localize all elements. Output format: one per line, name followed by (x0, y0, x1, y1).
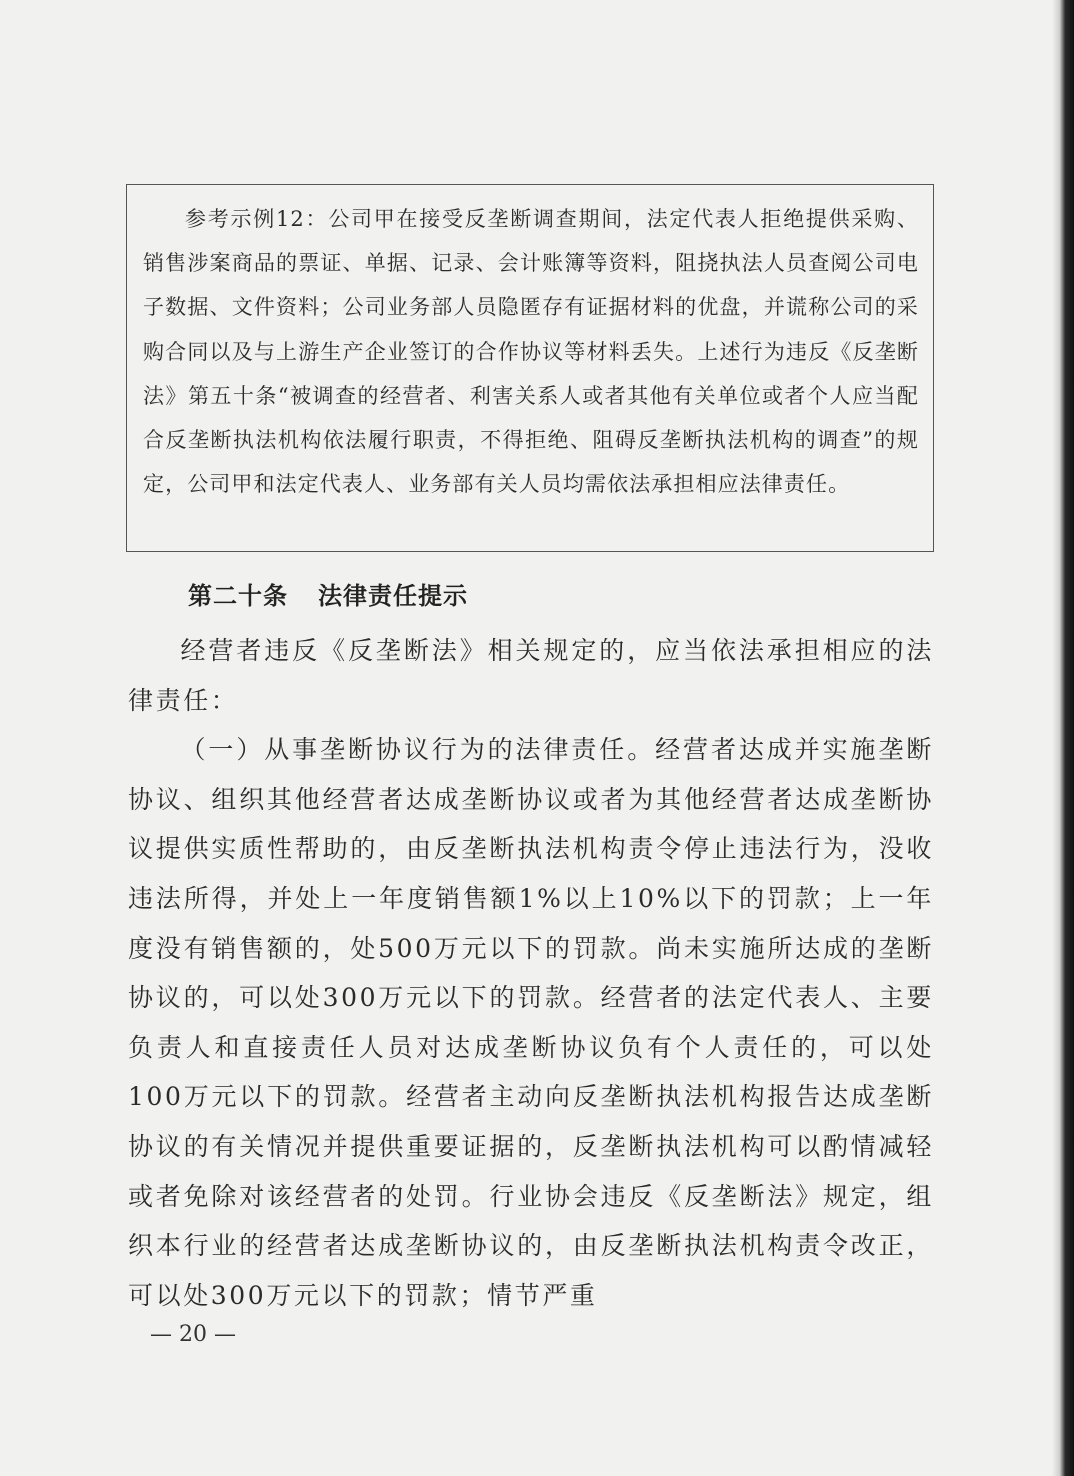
paragraph-item-1: （一）从事垄断协议行为的法律责任。经营者达成并实施垄断协议、组织其他经营者达成垄断协议或者为其他经营者达成垄断协议提供实质性帮助的，由反垄断执法机构责令停止违法行为，没收违法所得，并处上一年度销售额1%以上10%以下的罚款；上一年度没有销售额的，处500万元以下的罚款。尚未实施所达成的垄断协议的，可以处300万元以下的罚款。经营者的法定代表人、主要负责人和直接责任人员对达成垄断协议负有个人责任的，可以处100万元以下的罚款。经营者主动向反垄断执法机构报告达成垄断协议的有关情况并提供重要证据的，反垄断执法机构可以酌情减轻或者免除对该经营者的处罚。行业协会违反《反垄断法》规定，组织本行业的经营者达成垄断协议的，由反垄断执法机构责令改正，可以处300万元以下的罚款；情节严重 (128, 735, 934, 1310)
reference-example-box (126, 184, 934, 552)
paragraph-intro: 经营者违反《反垄断法》相关规定的，应当依法承担相应的法律责任： (128, 636, 934, 715)
article-number: 第二十条 (188, 582, 288, 610)
article-heading (188, 576, 468, 611)
reference-example-text: 参考示例12：公司甲在接受反垄断调查期间，法定代表人拒绝提供采购、销售涉案商品的票证、单据、记录、会计账簿等资料，阻挠执法人员查阅公司电子数据、文件资料；公司业务部人员隐匿存有证据材料的优盘，并谎称公司的采购合同以及与上游生产企业签订的合作协议等材料丢失。上述行为违反《反垄断法》第五十条“被调查的经营者、利害关系人或者其他有关单位或者个人应当配合反垄断执法机构依法履行职责，不得拒绝、阻碍反垄断执法机构的调查”的规定，公司甲和法定代表人、业务部有关人员均需依法承担相应法律责任。 (143, 207, 919, 497)
scan-edge-shadow (1052, 0, 1074, 1476)
article-body (128, 626, 934, 1320)
page-number: — 20 — (150, 1322, 236, 1347)
article-title: 法律责任提示 (318, 582, 468, 610)
